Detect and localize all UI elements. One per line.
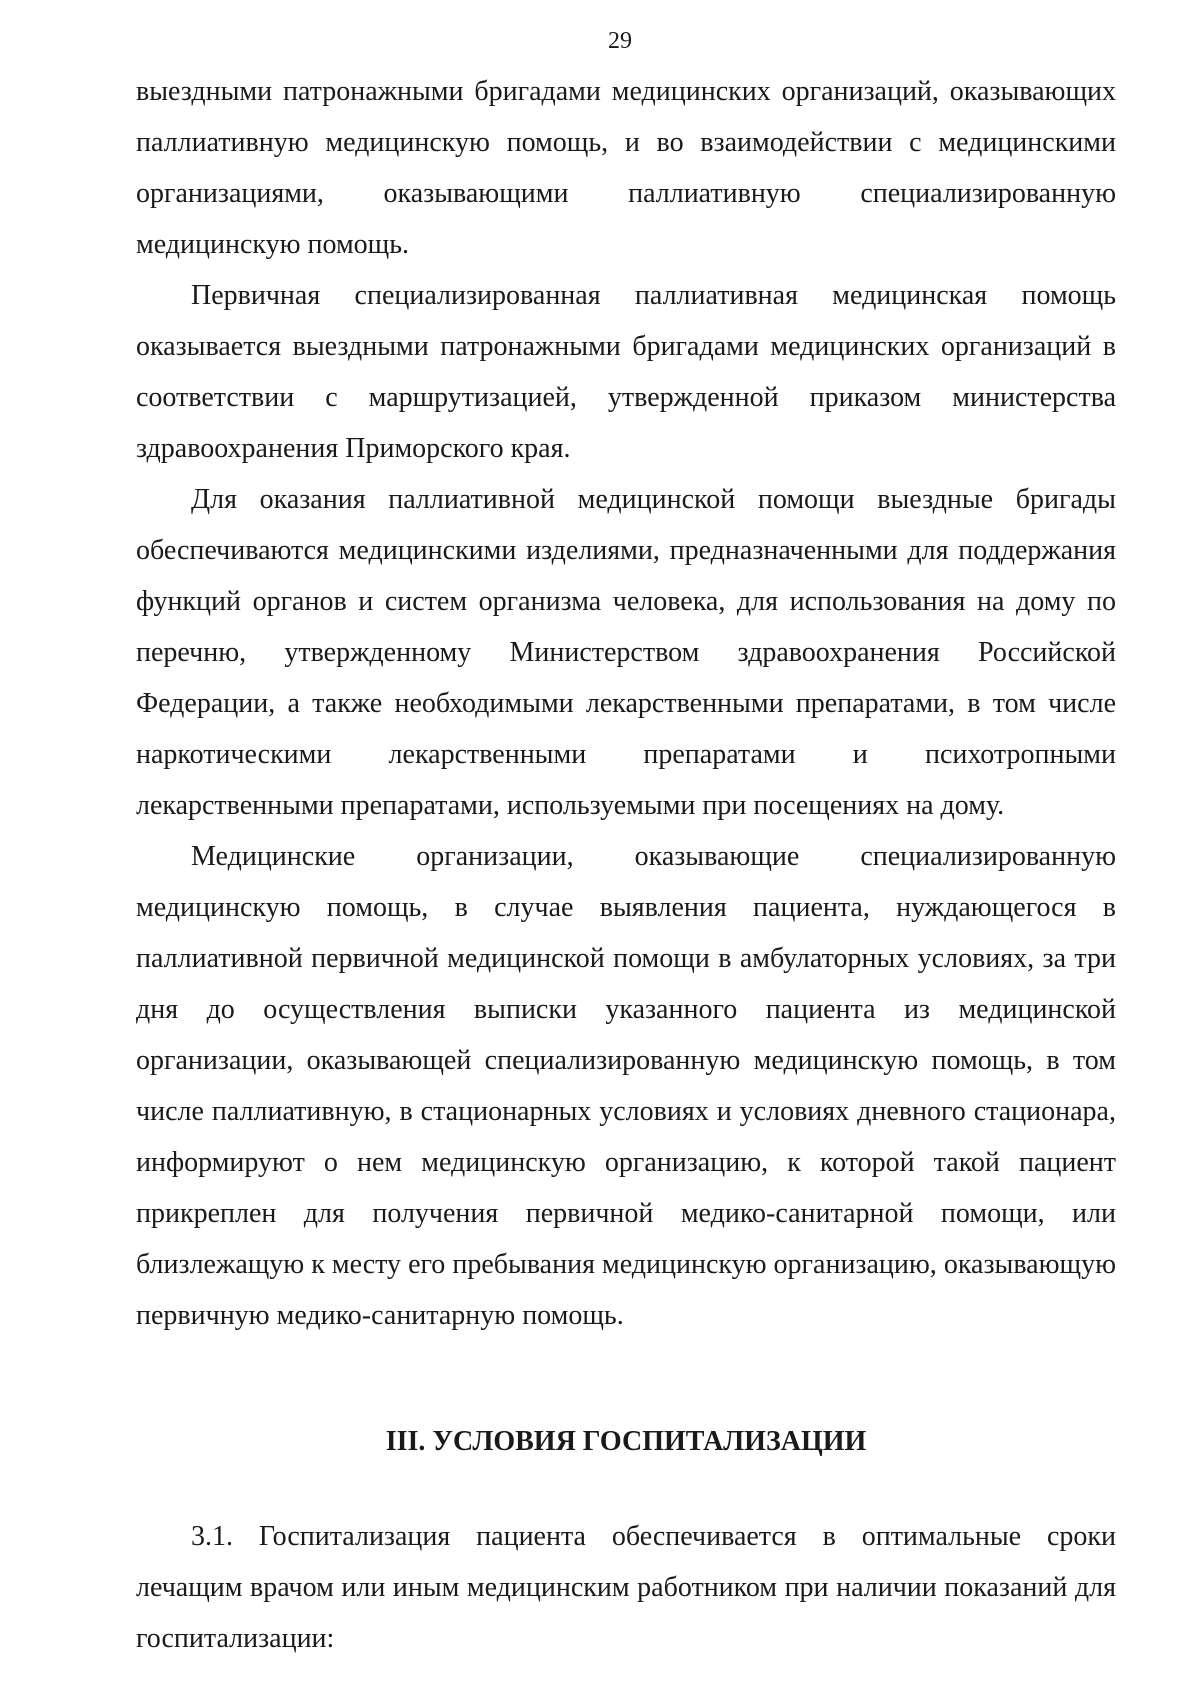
paragraph-mobile-teams: Для оказания паллиативной медицинской помощи выездные бригады обеспечиваются медицинскими изделиями, предназначенными для поддержания функций органов и систем организма человека, для использования на дому по перечню, утвержденному Министерством здравоохранения Российской Федерации, а также необходимыми лекарственными препаратами, в том числе наркотическими лекарственными препаратами и психотропными лекарственными препаратами, используемыми при посещениях на дому. xyxy=(136,484,1116,821)
page-number: 29 xyxy=(608,28,632,54)
paragraph-discharge-info: Медицинские организации, оказывающие специализированную медицинскую помощь, в случае выявления пациента, нуждающегося в паллиативной первичной медицинской помощи в амбулаторных условиях, за три дня до осуществления выписки указанного пациента из медицинской организации, оказывающей специализированную медицинскую помощь, в том числе паллиативную, в стационарных условиях и условиях дневного стационара, информируют о нем медицинскую организацию, к которой такой пациент прикреплен для получения первичной медико-санитарной помощи, или близлежащую к месту его пребывания медицинскую организацию, оказывающую первичную медико-санитарную помощь. xyxy=(136,841,1116,1331)
document-body xyxy=(136,66,1116,1664)
paragraph-continuation: выездными патронажными бригадами медицинских организаций, оказывающих паллиативную медицинскую помощь, и во взаимодействии с медицинскими организациями, оказывающими паллиативную специализированную медицинскую помощь. xyxy=(136,76,1116,260)
section-heading: III. УСЛОВИЯ ГОСПИТАЛИЗАЦИИ xyxy=(385,1426,867,1457)
paragraph-hospitalization: 3.1. Госпитализация пациента обеспечивается в оптимальные сроки лечащим врачом или иным медицинским работником при наличии показаний для госпитализации: xyxy=(136,1521,1116,1654)
paragraph-primary-care: Первичная специализированная паллиативная медицинская помощь оказывается выездными патронажными бригадами медицинских организаций в соответствии с маршрутизацией, утвержденной приказом министерства здравоохранения Приморского края. xyxy=(136,280,1116,464)
